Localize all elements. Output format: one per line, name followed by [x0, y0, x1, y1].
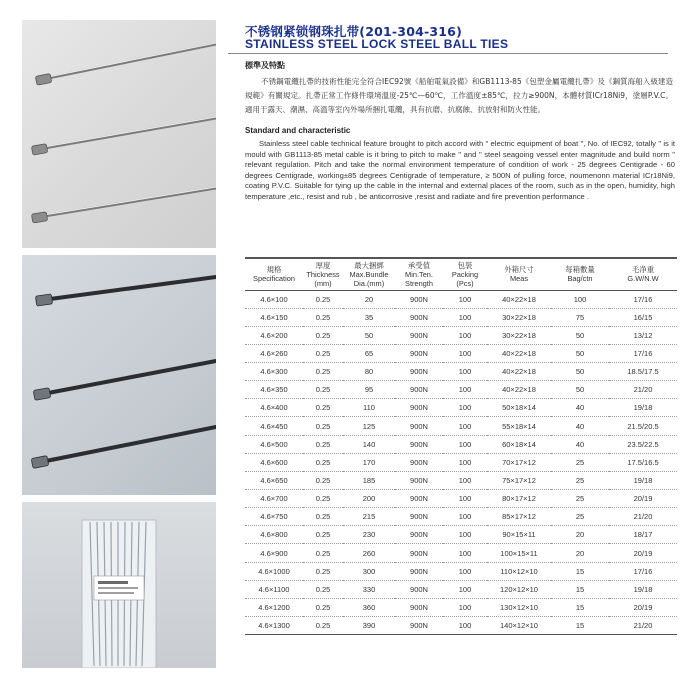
spec-cell: 4.6×500	[245, 435, 303, 453]
strength-cell: 900N	[395, 363, 443, 381]
weight-cell: 17/16	[609, 344, 677, 362]
thickness-cell: 0.25	[303, 453, 343, 471]
thickness-cell: 0.25	[303, 344, 343, 362]
bundle-dia-cell: 140	[343, 435, 395, 453]
packing-cell: 100	[443, 417, 487, 435]
meas-cell: 40×22×18	[487, 381, 551, 399]
weight-cell: 19/18	[609, 399, 677, 417]
thickness-cell: 0.25	[303, 399, 343, 417]
bag-ctn-cell: 15	[551, 580, 609, 598]
weight-cell: 13/12	[609, 326, 677, 344]
specification-table	[245, 257, 677, 635]
meas-cell: 110×12×10	[487, 562, 551, 580]
table-row	[245, 598, 677, 616]
bag-ctn-cell: 50	[551, 344, 609, 362]
table-row	[245, 580, 677, 598]
page-title-chinese: 不锈钢紧锁钢珠扎带(201-304-316)	[245, 24, 462, 39]
weight-cell: 23.5/22.5	[609, 435, 677, 453]
table-row	[245, 453, 677, 471]
spec-cell: 4.6×400	[245, 399, 303, 417]
bag-ctn-cell: 75	[551, 308, 609, 326]
thickness-cell: 0.25	[303, 580, 343, 598]
bundle-dia-cell: 215	[343, 508, 395, 526]
weight-cell: 17/16	[609, 562, 677, 580]
bag-ctn-cell: 25	[551, 453, 609, 471]
bundle-dia-cell: 360	[343, 598, 395, 616]
table-row	[245, 344, 677, 362]
packing-cell: 100	[443, 344, 487, 362]
thickness-cell: 0.25	[303, 508, 343, 526]
meas-cell: 100×15×11	[487, 544, 551, 562]
spec-cell: 4.6×1200	[245, 598, 303, 616]
strength-cell: 900N	[395, 435, 443, 453]
meas-cell: 80×17×12	[487, 490, 551, 508]
meas-cell: 50×18×14	[487, 399, 551, 417]
bag-ctn-cell: 50	[551, 381, 609, 399]
column-header: 承受值 Min.Ten. Strength	[395, 258, 443, 290]
strength-cell: 900N	[395, 562, 443, 580]
table-row	[245, 326, 677, 344]
weight-cell: 18/17	[609, 526, 677, 544]
strength-cell: 900N	[395, 580, 443, 598]
bag-ctn-cell: 15	[551, 562, 609, 580]
thickness-cell: 0.25	[303, 562, 343, 580]
column-header: 規格 Specification	[245, 258, 303, 290]
spec-cell: 4.6×200	[245, 326, 303, 344]
packing-cell: 100	[443, 453, 487, 471]
thickness-cell: 0.25	[303, 308, 343, 326]
table-row	[245, 471, 677, 489]
packing-cell: 100	[443, 617, 487, 635]
strength-cell: 900N	[395, 471, 443, 489]
table-row	[245, 544, 677, 562]
weight-cell: 20/19	[609, 490, 677, 508]
meas-cell: 120×12×10	[487, 580, 551, 598]
strength-cell: 900N	[395, 417, 443, 435]
weight-cell: 19/18	[609, 471, 677, 489]
features-heading-english: Standard and characteristic	[245, 126, 351, 135]
packing-cell: 100	[443, 399, 487, 417]
spec-cell: 4.6×450	[245, 417, 303, 435]
bag-ctn-cell: 40	[551, 417, 609, 435]
bag-ctn-cell: 25	[551, 508, 609, 526]
strength-cell: 900N	[395, 508, 443, 526]
spec-cell: 4.6×350	[245, 381, 303, 399]
table-row	[245, 526, 677, 544]
table-row	[245, 290, 677, 308]
weight-cell: 21/20	[609, 381, 677, 399]
bundle-dia-cell: 170	[343, 453, 395, 471]
features-text-chinese: 不锈鋼電纜扎帶的技術性能完全符合IEC92號《船舶電氣設備》和GB1113-85《包塑金屬電纜扎帶》及《鋼質海船入級建造規範》有關規定。扎帶正常工作條件環境溫度-25℃—60℃，工作溫度±85℃，拉力≥900N，本體材質ICr18Ni9，塗層P.V.C。適用于露天、潮濕、高溫等室內外場所捆扎電纜，具有抗磨、抗腐蝕、抗放射和防火性能。	[245, 77, 673, 114]
spec-cell: 4.6×750	[245, 508, 303, 526]
thickness-cell: 0.25	[303, 598, 343, 616]
packing-cell: 100	[443, 598, 487, 616]
spec-cell: 4.6×300	[245, 363, 303, 381]
thickness-cell: 0.25	[303, 326, 343, 344]
bag-ctn-cell: 20	[551, 526, 609, 544]
thickness-cell: 0.25	[303, 617, 343, 635]
column-header: 外箱尺寸 Meas	[487, 258, 551, 290]
table-row	[245, 617, 677, 635]
table-header-row	[245, 258, 677, 290]
packing-cell: 100	[443, 326, 487, 344]
packaged-ties-photo	[22, 502, 216, 668]
meas-cell: 90×15×11	[487, 526, 551, 544]
bag-ctn-cell: 15	[551, 598, 609, 616]
weight-cell: 17/16	[609, 290, 677, 308]
thickness-cell: 0.25	[303, 544, 343, 562]
table-row	[245, 435, 677, 453]
stainless-tie-photo	[22, 20, 216, 248]
packing-cell: 100	[443, 526, 487, 544]
spec-cell: 4.6×100	[245, 290, 303, 308]
thickness-cell: 0.25	[303, 526, 343, 544]
packing-cell: 100	[443, 544, 487, 562]
weight-cell: 21/20	[609, 617, 677, 635]
meas-cell: 40×22×18	[487, 290, 551, 308]
meas-cell: 140×12×10	[487, 617, 551, 635]
bundle-dia-cell: 110	[343, 399, 395, 417]
thickness-cell: 0.25	[303, 381, 343, 399]
strength-cell: 900N	[395, 598, 443, 616]
spec-cell: 4.6×1000	[245, 562, 303, 580]
table-row	[245, 399, 677, 417]
spec-cell: 4.6×1100	[245, 580, 303, 598]
table-row	[245, 308, 677, 326]
weight-cell: 18.5/17.5	[609, 363, 677, 381]
thickness-cell: 0.25	[303, 417, 343, 435]
weight-cell: 16/15	[609, 308, 677, 326]
strength-cell: 900N	[395, 544, 443, 562]
column-header: 最大捆綁 Max.Bundle Dia.(mm)	[343, 258, 395, 290]
page-title-english: STAINLESS STEEL LOCK STEEL BALL TIES	[245, 37, 509, 51]
bundle-dia-cell: 125	[343, 417, 395, 435]
bundle-dia-cell: 200	[343, 490, 395, 508]
strength-cell: 900N	[395, 308, 443, 326]
strength-cell: 900N	[395, 290, 443, 308]
meas-cell: 40×22×18	[487, 363, 551, 381]
thickness-cell: 0.25	[303, 471, 343, 489]
bundle-dia-cell: 35	[343, 308, 395, 326]
thickness-cell: 0.25	[303, 363, 343, 381]
table-row	[245, 417, 677, 435]
packing-cell: 100	[443, 363, 487, 381]
bundle-dia-cell: 95	[343, 381, 395, 399]
column-header: 厚度 Thickness (mm)	[303, 258, 343, 290]
spec-cell: 4.6×600	[245, 453, 303, 471]
weight-cell: 19/18	[609, 580, 677, 598]
table-row	[245, 562, 677, 580]
thickness-cell: 0.25	[303, 435, 343, 453]
thickness-cell: 0.25	[303, 490, 343, 508]
strength-cell: 900N	[395, 490, 443, 508]
meas-cell: 75×17×12	[487, 471, 551, 489]
packing-cell: 100	[443, 508, 487, 526]
bag-ctn-cell: 15	[551, 617, 609, 635]
title-divider	[228, 53, 668, 54]
bundle-dia-cell: 65	[343, 344, 395, 362]
features-text-english: Stainless steel cable technical feature brought to pitch accord with " electric equipment of boat ", No. of IEC92, totally " is it mould with GB1113-85 metal cable is it bring to pitch to make " and " steel seagoing vessel enter magnitude and build norm " relevant regulation. Pitch and take the normal environment temperature of condition of work - 25 degrees Centigrade - 60 degrees Centigrade, working±85 degrees Centigrade of temperature, ≥ 500N of pulling force, noumenonn material ICr18Ni9, coating P.V.C. Suitable for tying up the cable in the internal and external places of the room, such as in the open, humidity, high temperature ,etc., resist and rub , be anticorrosive ,resist and radiate and fire prevention performance .	[245, 139, 675, 201]
spec-cell: 4.6×700	[245, 490, 303, 508]
spec-cell: 4.6×150	[245, 308, 303, 326]
strength-cell: 900N	[395, 344, 443, 362]
bundle-dia-cell: 300	[343, 562, 395, 580]
column-header: 每箱數量 Bag/ctn	[551, 258, 609, 290]
packing-cell: 100	[443, 435, 487, 453]
weight-cell: 20/19	[609, 598, 677, 616]
bundle-dia-cell: 390	[343, 617, 395, 635]
packing-cell: 100	[443, 381, 487, 399]
weight-cell: 21/20	[609, 508, 677, 526]
bundle-dia-cell: 185	[343, 471, 395, 489]
bag-ctn-cell: 50	[551, 363, 609, 381]
packing-cell: 100	[443, 580, 487, 598]
packing-cell: 100	[443, 308, 487, 326]
weight-cell: 17.5/16.5	[609, 453, 677, 471]
strength-cell: 900N	[395, 326, 443, 344]
meas-cell: 55×18×14	[487, 417, 551, 435]
spec-cell: 4.6×650	[245, 471, 303, 489]
table-row	[245, 381, 677, 399]
spec-cell: 4.6×800	[245, 526, 303, 544]
column-header: 包裝 Packing (Pcs)	[443, 258, 487, 290]
weight-cell: 20/19	[609, 544, 677, 562]
weight-cell: 21.5/20.5	[609, 417, 677, 435]
spec-cell: 4.6×260	[245, 344, 303, 362]
features-heading-chinese: 標準及特點	[245, 61, 285, 70]
bag-ctn-cell: 20	[551, 544, 609, 562]
bag-ctn-cell: 50	[551, 326, 609, 344]
meas-cell: 30×22×18	[487, 308, 551, 326]
strength-cell: 900N	[395, 381, 443, 399]
packing-cell: 100	[443, 490, 487, 508]
spec-cell: 4.6×1300	[245, 617, 303, 635]
bag-ctn-cell: 40	[551, 399, 609, 417]
strength-cell: 900N	[395, 453, 443, 471]
bag-ctn-cell: 25	[551, 471, 609, 489]
bundle-dia-cell: 230	[343, 526, 395, 544]
bundle-dia-cell: 80	[343, 363, 395, 381]
table-row	[245, 363, 677, 381]
bundle-dia-cell: 260	[343, 544, 395, 562]
bundle-dia-cell: 330	[343, 580, 395, 598]
coated-tie-photo	[22, 255, 216, 495]
meas-cell: 85×17×12	[487, 508, 551, 526]
strength-cell: 900N	[395, 526, 443, 544]
meas-cell: 70×17×12	[487, 453, 551, 471]
packing-cell: 100	[443, 471, 487, 489]
table-row	[245, 508, 677, 526]
strength-cell: 900N	[395, 399, 443, 417]
table-body	[245, 290, 677, 635]
meas-cell: 60×18×14	[487, 435, 551, 453]
table-row	[245, 490, 677, 508]
column-header: 毛净重 G.W/N.W	[609, 258, 677, 290]
bundle-dia-cell: 50	[343, 326, 395, 344]
packing-cell: 100	[443, 562, 487, 580]
bag-ctn-cell: 40	[551, 435, 609, 453]
spec-cell: 4.6×900	[245, 544, 303, 562]
packing-cell: 100	[443, 290, 487, 308]
bag-ctn-cell: 100	[551, 290, 609, 308]
bundle-dia-cell: 20	[343, 290, 395, 308]
strength-cell: 900N	[395, 617, 443, 635]
meas-cell: 40×22×18	[487, 344, 551, 362]
meas-cell: 30×22×18	[487, 326, 551, 344]
bag-ctn-cell: 25	[551, 490, 609, 508]
meas-cell: 130×12×10	[487, 598, 551, 616]
thickness-cell: 0.25	[303, 290, 343, 308]
